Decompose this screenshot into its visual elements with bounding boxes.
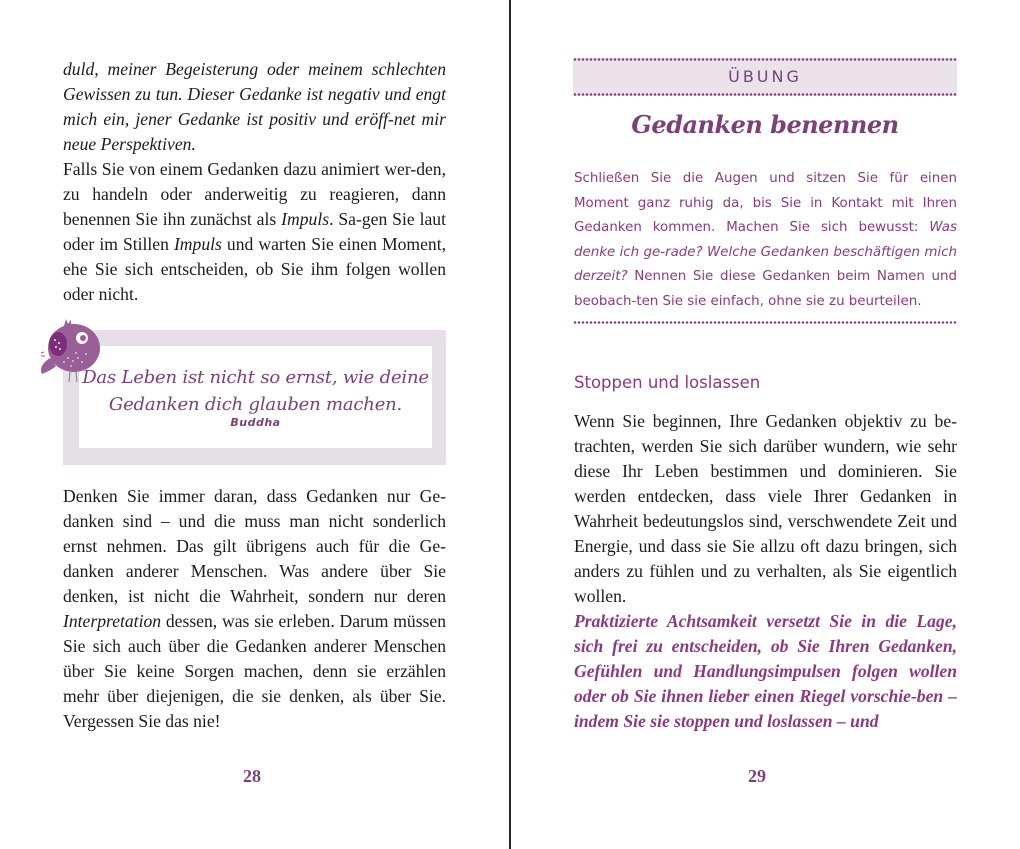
exercise-label: ÜBUNG — [728, 67, 802, 86]
book-spine-divider — [509, 0, 511, 849]
quote-line-2: Gedanken dich glauben machen. — [108, 394, 403, 415]
quote-text — [79, 364, 432, 418]
text-span: Denken Sie immer daran, dass Gedanken nur Ge-danken sind – und die muss man nicht sonderlich ernst nehmen. Das gilt übrigens auch für die Ge-danken anderer Menschen. Was andere über Sie denken, ist nicht die Wahrheit, sondern nur deren — [63, 486, 446, 606]
exercise-label-box — [573, 58, 957, 96]
left-top-text — [63, 57, 446, 307]
thoughts-paragraph — [63, 484, 446, 734]
impuls-paragraph — [63, 157, 446, 307]
italic-paragraph: duld, meiner Begeisterung oder meinem schlechten Gewissen zu tun. Dieser Gedanke ist negativ und engt mich ein, jener Gedanke ist positiv und eröff-net mir neue Perspektiven. — [63, 59, 446, 154]
dotted-separator — [573, 321, 957, 324]
text-span: Falls Sie von einem Gedanken dazu animiert wer-den, zu handeln oder anderweitig zu reagieren, dann benennen Sie ihn zunächst als — [63, 159, 446, 229]
exercise-text — [574, 167, 957, 314]
dotted-border-bottom — [573, 93, 957, 96]
quote-box — [63, 330, 446, 465]
emphasis: Impuls — [173, 234, 222, 254]
body-paragraph: Wenn Sie beginnen, Ihre Gedanken objektiv zu be-trachten, werden Sie sich darüber wundern, wie sehr diese Ihr Leben bestimmen und dominieren. Sie werden entdecken, dass viele Ihrer Gedanken in Wahrheit bedeutungslos sind, verschwendete Zeit und Energie, und dass sie Sie allzu oft dazu bringen, sich anders zu fühlen und zu verhalten, als Sie eigentlich wollen. — [574, 411, 957, 606]
exercise-title: Gedanken benennen — [631, 110, 899, 139]
right-body-text — [574, 409, 957, 734]
text-span: . Sa-gen Sie laut oder im Stillen — [63, 209, 446, 254]
section-heading: Stoppen und loslassen — [574, 373, 761, 392]
page-number-left: 28 — [243, 766, 261, 786]
text-span: dessen, was sie erleben. Darum müssen Sie sich auch über die Gedanken anderer Menschen über Sie keine Sorgen machen, denn sie erzählen mehr über diejenigen, die sie denken, als über Sie. Vergessen Sie das nie! — [63, 611, 446, 731]
page-number-right: 29 — [748, 766, 766, 786]
text-span: Nennen Sie diese Gedanken beim Namen und beobach-ten Sie sie einfach, ohne sie zu beurteilen. — [574, 269, 957, 309]
exercise-paragraph — [574, 167, 957, 314]
text-span: und warten Sie einen Moment, ehe Sie sich entscheiden, ob Sie ihm folgen wollen oder nicht. — [63, 234, 446, 304]
quote-inner — [79, 346, 432, 448]
quote-line-1: Das Leben ist nicht so ernst, wie deine — [82, 367, 429, 388]
dotted-border-top — [573, 58, 957, 61]
quote-author: Buddha — [230, 416, 281, 429]
emphasis: Interpretation — [63, 611, 162, 631]
left-bottom-text — [63, 484, 446, 734]
text-span: Schließen Sie die Augen und sitzen Sie für einen Moment ganz ruhig da, bis Sie in Kontakt mit Ihren Gedanken kommen. Machen Sie sich bewusst: — [574, 171, 957, 235]
highlight-paragraph: Praktizierte Achtsamkeit versetzt Sie in die Lage, sich frei zu entscheiden, ob Sie Ihren Gedanken, Gefühlen und Handlungsimpulsen folgen wollen oder ob Sie ihnen lieber einen Riegel vorschie-ben – indem Sie sie stoppen und loslassen – und — [574, 611, 957, 731]
emphasis: Impuls — [281, 209, 330, 229]
bird-icon — [38, 318, 104, 390]
emphasis: Was denke ich ge-rade? Welche Gedanken beschäftigen mich derzeit? — [574, 220, 957, 284]
